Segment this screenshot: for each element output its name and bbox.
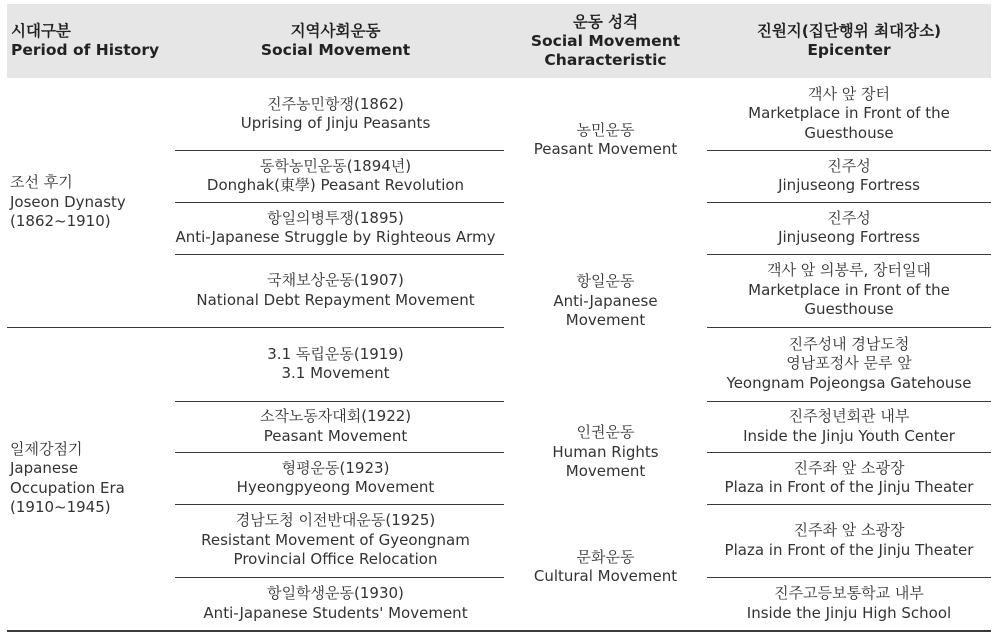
row-divider xyxy=(175,150,504,151)
row-divider xyxy=(707,504,991,505)
epicenter-en: Yeongnam Pojeongsa Gatehouse xyxy=(726,373,972,392)
epicenter-cell xyxy=(707,78,991,150)
movement-ko: 항일학생운동(1930) xyxy=(267,584,404,602)
row-divider xyxy=(707,401,991,402)
row-divider xyxy=(707,577,991,578)
row-divider xyxy=(175,577,504,578)
movement-ko: 동학농민운동(1894년) xyxy=(259,156,412,175)
epicenter-ko: 진주고등보통학교 내부 xyxy=(774,584,924,602)
epicenter-cell xyxy=(707,254,991,327)
period-japanese xyxy=(7,327,167,630)
epicenter-en-2: Guesthouse xyxy=(804,123,894,142)
row-divider xyxy=(175,452,504,453)
header-period xyxy=(7,4,171,78)
period-en: Joseon Dynasty xyxy=(10,192,126,211)
epicenter-cell xyxy=(707,504,991,577)
epicenter-ko: 진주성 xyxy=(827,208,871,227)
movement-ko: 형평운동(1923) xyxy=(281,458,390,477)
characteristic-anti-japanese xyxy=(504,202,707,401)
header-characteristic-en-2: Characteristic xyxy=(544,50,667,69)
movement-cell xyxy=(167,254,504,327)
period-ko: 조선 후기 xyxy=(10,173,73,192)
epicenter-cell xyxy=(707,452,991,504)
row-divider xyxy=(707,452,991,453)
movement-en: Hyeongpyeong Movement xyxy=(236,478,435,496)
period-ko: 일제강점기 xyxy=(10,439,83,458)
characteristic-human-rights xyxy=(504,401,707,504)
period-years: (1862~1910) xyxy=(10,212,111,231)
header-characteristic-ko: 운동 성격 xyxy=(572,12,639,31)
row-divider xyxy=(175,254,504,255)
characteristic-en-2: Movement xyxy=(565,311,646,330)
header-epicenter-ko: 진원지(집단행위 최대장소) xyxy=(756,22,942,40)
characteristic-ko: 문화운동 xyxy=(576,547,635,566)
row-divider xyxy=(7,327,504,328)
row-divider xyxy=(707,202,991,203)
epicenter-en: Plaza in Front of the Jinju Theater xyxy=(724,540,974,559)
movement-cell xyxy=(167,327,504,401)
characteristic-en: Human Rights xyxy=(552,442,659,461)
movement-cell xyxy=(167,401,504,452)
period-en: Japanese xyxy=(10,459,79,477)
epicenter-en: Marketplace in Front of the xyxy=(748,280,950,299)
header-movement-ko: 지역사회운동 xyxy=(290,22,381,40)
row-divider xyxy=(175,401,504,402)
epicenter-cell xyxy=(707,202,991,254)
epicenter-cell xyxy=(707,150,991,202)
row-divider xyxy=(707,150,991,151)
epicenter-cell xyxy=(707,401,991,452)
movement-ko: 국채보상운동(1907) xyxy=(267,271,404,289)
row-divider xyxy=(175,504,504,505)
movement-en: Anti-Japanese Students' Movement xyxy=(203,603,468,622)
movement-en: Anti-Japanese Struggle by Righteous Army xyxy=(175,228,496,246)
epicenter-en: Inside the Jinju Youth Center xyxy=(743,426,955,445)
epicenter-ko: 진주좌 앞 소광장 xyxy=(793,521,905,539)
movement-en: Resistant Movement of Gyeongnam xyxy=(201,530,470,549)
header-period-ko: 시대구분 xyxy=(11,22,71,40)
row-divider xyxy=(707,254,991,255)
movement-en: Donghak(東學) Peasant Revolution xyxy=(206,176,465,194)
characteristic-ko: 농민운동 xyxy=(576,120,635,139)
header-period-en: Period of History xyxy=(11,41,160,59)
characteristic-cultural xyxy=(504,504,707,630)
characteristic-ko: 인권운동 xyxy=(576,423,635,442)
row-divider xyxy=(707,327,991,328)
period-years: (1910~1945) xyxy=(10,498,111,516)
epicenter-ko: 객사 앞 장터 xyxy=(808,84,890,103)
header-characteristic-en: Social Movement xyxy=(530,31,681,50)
movement-en: 3.1 Movement xyxy=(281,364,390,382)
header-epicenter-en: Epicenter xyxy=(807,41,891,59)
epicenter-en: Jinjuseong Fortress xyxy=(778,228,920,246)
movement-cell xyxy=(167,202,504,254)
movement-cell xyxy=(167,78,504,150)
epicenter-ko: 진주성 xyxy=(827,156,871,175)
epicenter-ko-2: 영남포정사 문루 앞 xyxy=(786,354,912,373)
characteristic-peasant xyxy=(504,78,707,202)
period-joseon xyxy=(7,78,167,327)
epicenter-en: Marketplace in Front of the xyxy=(748,104,950,123)
characteristic-en: Anti-Japanese xyxy=(553,291,658,310)
epicenter-en: Inside the Jinju High School xyxy=(746,603,952,622)
header-characteristic xyxy=(504,4,707,78)
epicenter-ko: 진주성내 경남도청 xyxy=(788,334,910,353)
movement-cell xyxy=(167,452,504,504)
movement-ko: 진주농민항쟁(1862) xyxy=(267,94,404,113)
epicenter-cell xyxy=(707,577,991,630)
header-movement-en: Social Movement xyxy=(260,41,411,59)
epicenter-cell xyxy=(707,327,991,401)
movement-en: Peasant Movement xyxy=(263,426,408,445)
movement-ko: 3.1 독립운동(1919) xyxy=(267,344,404,363)
history-table xyxy=(7,4,991,632)
movement-ko: 소작노동자대회(1922) xyxy=(259,407,412,425)
movement-en: National Debt Repayment Movement xyxy=(196,290,475,309)
epicenter-ko: 객사 앞 의봉루, 장터일대 xyxy=(767,261,931,280)
table-header xyxy=(7,4,991,78)
movement-en: Uprising of Jinju Peasants xyxy=(240,114,431,132)
movement-cell xyxy=(167,150,504,202)
header-movement xyxy=(167,4,504,78)
characteristic-en: Cultural Movement xyxy=(533,567,678,585)
characteristic-ko: 항일운동 xyxy=(576,272,635,291)
epicenter-ko: 진주좌 앞 소광장 xyxy=(793,458,905,477)
epicenter-en-2: Guesthouse xyxy=(804,300,894,319)
movement-ko: 항일의병투쟁(1895) xyxy=(267,208,404,227)
period-en-2: Occupation Era xyxy=(10,478,125,497)
header-epicenter xyxy=(707,4,991,78)
row-divider xyxy=(175,202,504,203)
epicenter-en: Jinjuseong Fortress xyxy=(778,176,920,194)
movement-ko: 경남도청 이전반대운동(1925) xyxy=(235,511,436,530)
characteristic-en: Peasant Movement xyxy=(533,140,678,158)
movement-cell xyxy=(167,577,504,630)
table-bottom-rule xyxy=(7,630,991,632)
epicenter-ko: 진주청년회관 내부 xyxy=(788,407,910,425)
epicenter-en: Plaza in Front of the Jinju Theater xyxy=(724,478,974,496)
movement-cell xyxy=(167,504,504,577)
movement-en-2: Provincial Office Relocation xyxy=(233,550,438,569)
characteristic-en-2: Movement xyxy=(565,462,646,481)
